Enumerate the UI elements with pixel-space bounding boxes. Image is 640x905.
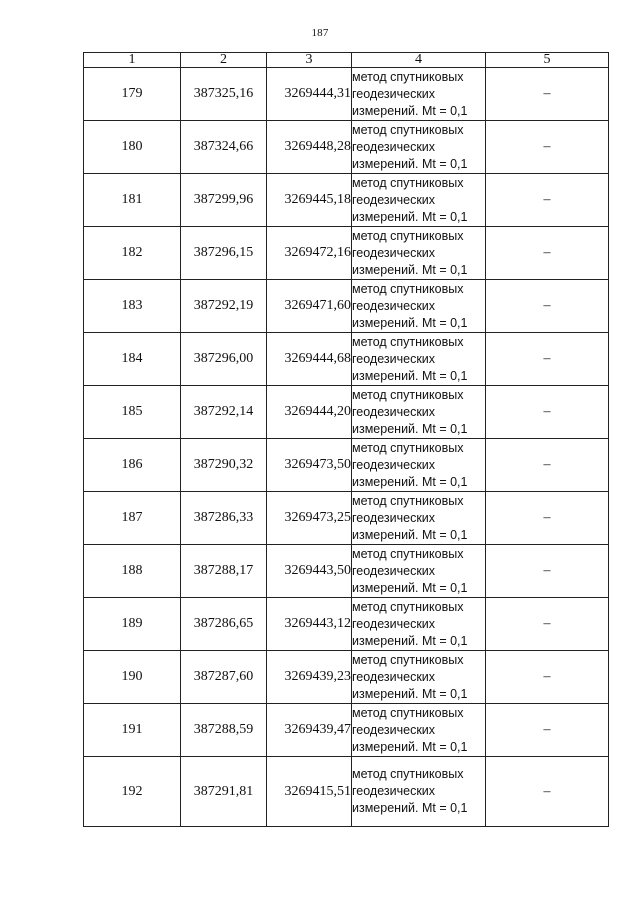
point-number-cell: 184 (84, 333, 181, 386)
x-coordinate-cell: 387290,32 (181, 439, 267, 492)
method-line: измерений. Mt = 0,1 (352, 527, 468, 542)
x-coordinate-cell: 387296,15 (181, 227, 267, 280)
table-row (84, 386, 609, 439)
method-line: метод спутниковых (352, 281, 464, 296)
method-line: геодезических (352, 457, 436, 472)
table-row (84, 651, 609, 704)
method-line: геодезических (352, 616, 436, 631)
remark-cell: – (486, 386, 609, 439)
method-line: метод спутниковых (352, 767, 464, 781)
y-coordinate-cell: 3269444,20 (267, 386, 352, 439)
column-header: 1 (84, 53, 181, 68)
method-line: геодезических (352, 245, 436, 260)
method-line: измерений. Mt = 0,1 (352, 474, 468, 489)
method-cell (352, 121, 486, 174)
method-line: измерений. Mt = 0,1 (352, 262, 468, 277)
method-line: измерений. Mt = 0,1 (352, 580, 468, 595)
method-line: метод спутниковых (352, 652, 464, 667)
y-coordinate-cell: 3269472,16 (267, 227, 352, 280)
method-line: метод спутниковых (352, 705, 464, 720)
column-header: 2 (181, 53, 267, 68)
method-line: измерений. Mt = 0,1 (352, 315, 468, 330)
x-coordinate-cell: 387324,66 (181, 121, 267, 174)
remark-cell: – (486, 598, 609, 651)
remark-cell: – (486, 757, 609, 827)
point-number-cell: 187 (84, 492, 181, 545)
method-cell (352, 280, 486, 333)
y-coordinate-cell: 3269444,31 (267, 68, 352, 121)
x-coordinate-cell: 387299,96 (181, 174, 267, 227)
table-row (84, 492, 609, 545)
method-line: измерений. Mt = 0,1 (352, 739, 468, 754)
column-header: 3 (267, 53, 352, 68)
x-coordinate-cell: 387325,16 (181, 68, 267, 121)
y-coordinate-cell: 3269448,28 (267, 121, 352, 174)
x-coordinate-cell: 387286,65 (181, 598, 267, 651)
column-header: 4 (352, 53, 486, 68)
method-cell (352, 439, 486, 492)
method-line: измерений. Mt = 0,1 (352, 633, 468, 648)
point-number-cell: 190 (84, 651, 181, 704)
x-coordinate-cell: 387288,17 (181, 545, 267, 598)
x-coordinate-cell: 387287,60 (181, 651, 267, 704)
point-number-cell: 183 (84, 280, 181, 333)
y-coordinate-cell: 3269444,68 (267, 333, 352, 386)
method-cell (352, 492, 486, 545)
x-coordinate-cell: 387292,19 (181, 280, 267, 333)
y-coordinate-cell: 3269445,18 (267, 174, 352, 227)
table-row (84, 704, 609, 757)
table-row (84, 280, 609, 333)
table-row (84, 333, 609, 386)
y-coordinate-cell: 3269471,60 (267, 280, 352, 333)
method-line: геодезических (352, 404, 436, 419)
remark-cell: – (486, 121, 609, 174)
point-number-cell: 191 (84, 704, 181, 757)
point-number-cell: 189 (84, 598, 181, 651)
point-number-cell: 179 (84, 68, 181, 121)
method-cell (352, 704, 486, 757)
method-line: измерений. Mt = 0,1 (352, 801, 468, 815)
method-line: метод спутниковых (352, 599, 464, 614)
table-body (84, 68, 609, 827)
method-line: геодезических (352, 351, 436, 366)
method-line: метод спутниковых (352, 493, 464, 508)
remark-cell: – (486, 651, 609, 704)
method-line: геодезических (352, 298, 436, 313)
point-number-cell: 185 (84, 386, 181, 439)
point-number-cell: 181 (84, 174, 181, 227)
table-row (84, 227, 609, 280)
y-coordinate-cell: 3269415,51 (267, 757, 352, 827)
y-coordinate-cell: 3269439,47 (267, 704, 352, 757)
table-row (84, 68, 609, 121)
table-row (84, 545, 609, 598)
table-row (84, 174, 609, 227)
method-line: измерений. Mt = 0,1 (352, 686, 468, 701)
y-coordinate-cell: 3269473,25 (267, 492, 352, 545)
x-coordinate-cell: 387286,33 (181, 492, 267, 545)
method-line: измерений. Mt = 0,1 (352, 209, 468, 224)
x-coordinate-cell: 387288,59 (181, 704, 267, 757)
coordinates-table (83, 52, 609, 827)
method-cell (352, 174, 486, 227)
page-number: 187 (311, 27, 329, 39)
y-coordinate-cell: 3269443,12 (267, 598, 352, 651)
method-line: геодезических (352, 510, 436, 525)
method-line: геодезических (352, 669, 436, 684)
point-number-cell: 180 (84, 121, 181, 174)
method-cell (352, 757, 486, 827)
x-coordinate-cell: 387291,81 (181, 757, 267, 827)
method-cell (352, 651, 486, 704)
point-number-cell: 182 (84, 227, 181, 280)
remark-cell: – (486, 227, 609, 280)
table-row (84, 598, 609, 651)
remark-cell: – (486, 439, 609, 492)
method-line: метод спутниковых (352, 440, 464, 455)
column-header: 5 (486, 53, 609, 68)
method-cell (352, 545, 486, 598)
method-line: измерений. Mt = 0,1 (352, 103, 468, 118)
table-row (84, 439, 609, 492)
point-number-cell: 186 (84, 439, 181, 492)
remark-cell: – (486, 704, 609, 757)
y-coordinate-cell: 3269473,50 (267, 439, 352, 492)
method-cell (352, 68, 486, 121)
method-line: геодезических (352, 722, 436, 737)
x-coordinate-cell: 387296,00 (181, 333, 267, 386)
method-line: метод спутниковых (352, 228, 464, 243)
table-row (84, 121, 609, 174)
method-line: геодезических (352, 139, 436, 154)
method-line: геодезических (352, 192, 436, 207)
method-line: метод спутниковых (352, 175, 464, 190)
point-number-cell: 192 (84, 757, 181, 827)
method-cell (352, 386, 486, 439)
table-row (84, 757, 609, 827)
remark-cell: – (486, 174, 609, 227)
remark-cell: – (486, 333, 609, 386)
y-coordinate-cell: 3269443,50 (267, 545, 352, 598)
method-line: измерений. Mt = 0,1 (352, 368, 468, 383)
remark-cell: – (486, 280, 609, 333)
method-cell (352, 227, 486, 280)
method-line: измерений. Mt = 0,1 (352, 156, 468, 171)
method-line: метод спутниковых (352, 546, 464, 561)
point-number-cell: 188 (84, 545, 181, 598)
x-coordinate-cell: 387292,14 (181, 386, 267, 439)
method-line: измерений. Mt = 0,1 (352, 421, 468, 436)
method-line: геодезических (352, 563, 436, 578)
method-line: метод спутниковых (352, 334, 464, 349)
y-coordinate-cell: 3269439,23 (267, 651, 352, 704)
remark-cell: – (486, 492, 609, 545)
remark-cell: – (486, 68, 609, 121)
method-cell (352, 333, 486, 386)
method-line: геодезических (352, 784, 436, 798)
method-line: метод спутниковых (352, 69, 464, 84)
method-line: метод спутниковых (352, 122, 464, 137)
remark-cell: – (486, 545, 609, 598)
method-cell (352, 598, 486, 651)
method-line: метод спутниковых (352, 387, 464, 402)
method-line: геодезических (352, 86, 436, 101)
table-header-row (84, 53, 609, 68)
